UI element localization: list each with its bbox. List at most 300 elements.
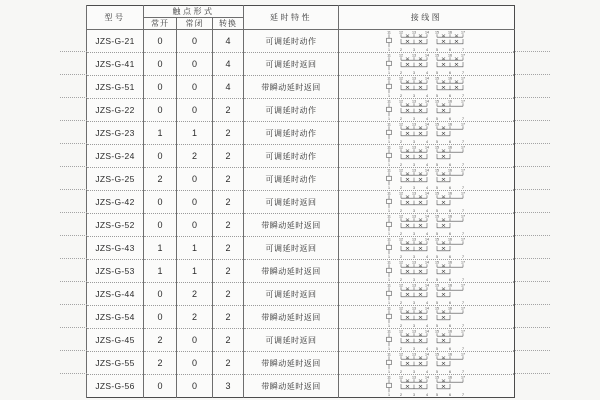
wiring-diagram-cell [339,53,515,76]
wiring-diagram-cell [339,191,515,214]
svg-text:14: 14 [425,237,430,242]
svg-text:14: 14 [425,76,430,81]
normally-open-count-cell: 0 [144,30,177,53]
wiring-diagram-cell [339,237,515,260]
table-row [87,329,515,352]
svg-text:11: 11 [387,168,391,173]
svg-text:17: 17 [461,30,466,35]
svg-text:5: 5 [436,116,439,121]
svg-text:17: 17 [461,168,466,173]
wiring-diagram [381,145,476,167]
table-row [87,352,515,375]
table-row [87,260,515,283]
delay-characteristic-cell: 带瞬动延时返回 [244,214,339,237]
delay-characteristic-cell: 可调延时动作 [244,168,339,191]
svg-text:7: 7 [462,346,465,351]
svg-text:5: 5 [436,300,439,305]
svg-text:5: 5 [436,369,439,374]
svg-text:5: 5 [436,185,439,190]
delay-characteristic-cell: 可调延时返回 [244,283,339,306]
model-cell: JZS-G-23 [87,122,144,145]
model-cell: JZS-G-43 [87,237,144,260]
normally-open-count-cell: 0 [144,53,177,76]
svg-text:1: 1 [388,300,391,305]
table-row [87,237,515,260]
header-contact-form: 触点形式 [144,6,244,18]
svg-text:6: 6 [449,47,452,52]
dotted-row-separator [60,235,87,236]
model-cell: JZS-G-22 [87,99,144,122]
svg-text:1: 1 [388,323,391,328]
svg-text:3: 3 [413,208,416,213]
model-cell: JZS-G-45 [87,329,144,352]
svg-text:14: 14 [425,329,430,334]
wiring-diagram-cell [339,329,515,352]
svg-text:13: 13 [412,145,417,150]
wiring-diagram [381,375,476,397]
wiring-diagram [381,191,476,213]
svg-text:16: 16 [448,352,453,357]
svg-text:15: 15 [435,260,440,265]
delay-characteristic-cell: 可调延时动作 [244,30,339,53]
svg-text:3: 3 [413,369,416,374]
dotted-row-separator [60,74,87,75]
normally-closed-count-cell: 1 [177,237,213,260]
wiring-diagram [381,237,476,259]
table-row [87,122,515,145]
svg-text:5: 5 [436,47,439,52]
svg-text:6: 6 [449,231,452,236]
svg-text:2: 2 [400,254,403,259]
svg-text:15: 15 [435,375,440,380]
svg-text:17: 17 [461,352,466,357]
svg-text:7: 7 [462,162,465,167]
svg-text:14: 14 [425,122,430,127]
svg-text:1: 1 [388,116,391,121]
svg-text:11: 11 [387,283,391,288]
svg-text:14: 14 [425,375,430,380]
svg-text:11: 11 [387,214,391,219]
model-cell: JZS-G-44 [87,283,144,306]
svg-text:12: 12 [399,145,404,150]
normally-closed-count-cell: 0 [177,214,213,237]
normally-open-count-cell: 1 [144,122,177,145]
wiring-diagram-cell [339,283,515,306]
svg-text:13: 13 [412,306,417,311]
svg-text:16: 16 [448,329,453,334]
svg-text:14: 14 [425,145,430,150]
svg-text:11: 11 [387,352,391,357]
svg-text:5: 5 [436,162,439,167]
relay-spec-table [86,5,515,398]
svg-text:6: 6 [449,323,452,328]
table-row [87,53,515,76]
dotted-row-separator [60,258,87,259]
normally-closed-count-cell: 2 [177,145,213,168]
svg-text:5: 5 [436,231,439,236]
wiring-diagram [381,53,476,75]
normally-open-count-cell: 2 [144,168,177,191]
svg-text:13: 13 [412,375,417,380]
normally-closed-count-cell: 0 [177,329,213,352]
svg-text:15: 15 [435,168,440,173]
svg-text:14: 14 [425,168,430,173]
svg-text:15: 15 [435,329,440,334]
svg-text:17: 17 [461,214,466,219]
dotted-row-separator [513,51,550,52]
normally-open-count-cell: 2 [144,329,177,352]
svg-text:15: 15 [435,306,440,311]
svg-text:1: 1 [388,93,391,98]
normally-open-count-cell: 0 [144,283,177,306]
svg-text:6: 6 [449,277,452,282]
svg-text:12: 12 [399,260,404,265]
svg-text:13: 13 [412,283,417,288]
table-header [87,6,515,30]
svg-text:11: 11 [387,375,391,380]
table-body [87,30,515,398]
changeover-count-cell: 2 [213,214,244,237]
svg-text:14: 14 [425,260,430,265]
table-row [87,145,515,168]
dotted-row-separator [513,74,550,75]
svg-text:13: 13 [412,214,417,219]
svg-text:17: 17 [461,145,466,150]
dotted-row-separator [60,304,87,305]
wiring-diagram [381,76,476,98]
svg-text:6: 6 [449,70,452,75]
wiring-diagram [381,30,476,52]
svg-text:11: 11 [387,122,391,127]
svg-text:15: 15 [435,191,440,196]
svg-text:2: 2 [400,392,403,397]
svg-text:4: 4 [426,162,429,167]
normally-closed-count-cell: 0 [177,30,213,53]
svg-text:2: 2 [400,277,403,282]
dotted-row-separator [60,373,87,374]
svg-text:11: 11 [387,260,391,265]
dotted-row-separator [60,120,87,121]
model-cell: JZS-G-24 [87,145,144,168]
svg-text:13: 13 [412,76,417,81]
svg-text:7: 7 [462,93,465,98]
svg-text:13: 13 [412,352,417,357]
dotted-row-separator [513,235,550,236]
svg-text:17: 17 [461,237,466,242]
svg-text:1: 1 [388,369,391,374]
dotted-row-separator [513,373,550,374]
svg-text:6: 6 [449,185,452,190]
delay-characteristic-cell: 带瞬动延时返回 [244,352,339,375]
normally-closed-count-cell: 1 [177,122,213,145]
svg-text:12: 12 [399,168,404,173]
svg-text:17: 17 [461,283,466,288]
normally-closed-count-cell: 0 [177,352,213,375]
svg-text:2: 2 [400,116,403,121]
changeover-count-cell: 2 [213,145,244,168]
changeover-count-cell: 4 [213,53,244,76]
normally-open-count-cell: 0 [144,375,177,398]
svg-text:3: 3 [413,254,416,259]
svg-text:1: 1 [388,208,391,213]
svg-text:4: 4 [426,369,429,374]
changeover-count-cell: 2 [213,352,244,375]
changeover-count-cell: 2 [213,329,244,352]
svg-text:3: 3 [413,300,416,305]
changeover-count-cell: 2 [213,191,244,214]
wiring-diagram-cell [339,352,515,375]
svg-text:3: 3 [413,70,416,75]
svg-text:5: 5 [436,346,439,351]
dotted-row-separator [60,166,87,167]
normally-open-count-cell: 0 [144,191,177,214]
svg-text:3: 3 [413,116,416,121]
wiring-diagram [381,214,476,236]
svg-text:7: 7 [462,277,465,282]
svg-text:3: 3 [413,139,416,144]
svg-text:4: 4 [426,208,429,213]
svg-text:11: 11 [387,306,391,311]
svg-text:4: 4 [426,254,429,259]
svg-text:1: 1 [388,139,391,144]
svg-text:1: 1 [388,185,391,190]
dotted-row-separator [60,97,87,98]
wiring-diagram [381,329,476,351]
svg-text:16: 16 [448,122,453,127]
normally-closed-count-cell: 0 [177,76,213,99]
svg-text:16: 16 [448,168,453,173]
svg-text:12: 12 [399,30,404,35]
delay-characteristic-cell: 可调延时返回 [244,191,339,214]
svg-text:14: 14 [425,352,430,357]
svg-text:3: 3 [413,47,416,52]
svg-text:13: 13 [412,30,417,35]
model-cell: JZS-G-52 [87,214,144,237]
normally-closed-count-cell: 0 [177,375,213,398]
delay-characteristic-cell: 可调延时动作 [244,145,339,168]
model-cell: JZS-G-54 [87,306,144,329]
svg-text:6: 6 [449,369,452,374]
svg-text:16: 16 [448,260,453,265]
svg-text:6: 6 [449,93,452,98]
delay-characteristic-cell: 带瞬动延时返回 [244,260,339,283]
svg-text:17: 17 [461,306,466,311]
svg-text:16: 16 [448,237,453,242]
changeover-count-cell: 2 [213,283,244,306]
dotted-row-separator [513,97,550,98]
svg-text:6: 6 [449,139,452,144]
svg-text:12: 12 [399,191,404,196]
svg-text:7: 7 [462,47,465,52]
svg-text:7: 7 [462,392,465,397]
svg-text:13: 13 [412,237,417,242]
dotted-row-separator [60,143,87,144]
svg-text:1: 1 [388,47,391,52]
svg-text:5: 5 [436,139,439,144]
dotted-row-separator [513,350,550,351]
dotted-row-separator [513,166,550,167]
model-cell: JZS-G-25 [87,168,144,191]
table-row [87,306,515,329]
svg-text:11: 11 [387,145,391,150]
normally-open-count-cell: 0 [144,306,177,329]
svg-text:15: 15 [435,53,440,58]
svg-text:15: 15 [435,214,440,219]
dotted-row-separator [60,350,87,351]
changeover-count-cell: 4 [213,76,244,99]
svg-text:7: 7 [462,300,465,305]
svg-text:11: 11 [387,329,391,334]
dotted-row-separator [513,120,550,121]
table-row [87,30,515,53]
svg-text:12: 12 [399,237,404,242]
svg-text:1: 1 [388,346,391,351]
svg-text:16: 16 [448,76,453,81]
dotted-row-separator [513,143,550,144]
svg-text:7: 7 [462,208,465,213]
svg-text:3: 3 [413,277,416,282]
dotted-row-separator [60,327,87,328]
svg-text:15: 15 [435,145,440,150]
svg-text:15: 15 [435,237,440,242]
normally-closed-count-cell: 2 [177,283,213,306]
svg-text:13: 13 [412,53,417,58]
svg-text:4: 4 [426,70,429,75]
svg-text:14: 14 [425,191,430,196]
delay-characteristic-cell: 带瞬动延时返回 [244,306,339,329]
svg-text:17: 17 [461,375,466,380]
delay-characteristic-cell: 可调延时动作 [244,99,339,122]
delay-characteristic-cell: 可调延时返回 [244,329,339,352]
svg-text:17: 17 [461,329,466,334]
svg-text:12: 12 [399,53,404,58]
svg-text:12: 12 [399,329,404,334]
svg-text:15: 15 [435,352,440,357]
dotted-row-separator [60,51,87,52]
header-normally-closed: 常闭 [177,18,213,30]
table-row [87,191,515,214]
normally-open-count-cell: 0 [144,145,177,168]
svg-text:14: 14 [425,99,430,104]
svg-text:2: 2 [400,369,403,374]
svg-text:2: 2 [400,231,403,236]
svg-text:5: 5 [436,277,439,282]
svg-text:2: 2 [400,208,403,213]
changeover-count-cell: 4 [213,30,244,53]
svg-text:13: 13 [412,191,417,196]
changeover-count-cell: 2 [213,306,244,329]
changeover-count-cell: 2 [213,260,244,283]
svg-text:12: 12 [399,283,404,288]
svg-text:1: 1 [388,162,391,167]
svg-text:6: 6 [449,254,452,259]
svg-text:4: 4 [426,139,429,144]
wiring-diagram-cell [339,145,515,168]
svg-text:6: 6 [449,208,452,213]
normally-open-count-cell: 0 [144,76,177,99]
wiring-diagram-cell [339,76,515,99]
normally-closed-count-cell: 0 [177,168,213,191]
svg-text:2: 2 [400,70,403,75]
table-row [87,375,515,398]
svg-text:2: 2 [400,139,403,144]
wiring-diagram-cell [339,168,515,191]
svg-text:7: 7 [462,323,465,328]
normally-open-count-cell: 1 [144,260,177,283]
svg-text:7: 7 [462,231,465,236]
svg-text:3: 3 [413,93,416,98]
model-cell: JZS-G-41 [87,53,144,76]
header-changeover: 转换 [213,18,244,30]
wiring-diagram [381,260,476,282]
svg-text:16: 16 [448,214,453,219]
svg-text:17: 17 [461,76,466,81]
dotted-row-separator [513,189,550,190]
model-cell: JZS-G-56 [87,375,144,398]
svg-text:16: 16 [448,30,453,35]
svg-text:6: 6 [449,392,452,397]
svg-text:6: 6 [449,116,452,121]
svg-text:12: 12 [399,99,404,104]
wiring-diagram-cell [339,306,515,329]
dotted-row-separator [60,281,87,282]
svg-text:13: 13 [412,329,417,334]
svg-text:4: 4 [426,323,429,328]
normally-closed-count-cell: 0 [177,53,213,76]
model-cell: JZS-G-51 [87,76,144,99]
svg-text:11: 11 [387,237,391,242]
normally-closed-count-cell: 0 [177,191,213,214]
svg-text:3: 3 [413,185,416,190]
svg-text:14: 14 [425,283,430,288]
svg-text:1: 1 [388,231,391,236]
svg-text:2: 2 [400,162,403,167]
svg-text:7: 7 [462,369,465,374]
svg-text:5: 5 [436,323,439,328]
delay-characteristic-cell: 可调延时动作 [244,122,339,145]
svg-text:17: 17 [461,99,466,104]
changeover-count-cell: 3 [213,375,244,398]
svg-text:7: 7 [462,70,465,75]
svg-text:15: 15 [435,283,440,288]
svg-text:16: 16 [448,99,453,104]
svg-text:5: 5 [436,93,439,98]
svg-text:17: 17 [461,191,466,196]
svg-text:1: 1 [388,70,391,75]
dotted-row-separator [513,212,550,213]
normally-open-count-cell: 1 [144,237,177,260]
svg-text:14: 14 [425,214,430,219]
header-delay: 延时特性 [244,6,339,30]
dotted-row-separator [513,327,550,328]
svg-text:13: 13 [412,168,417,173]
svg-text:1: 1 [388,277,391,282]
changeover-count-cell: 2 [213,237,244,260]
dotted-row-separator [513,281,550,282]
svg-text:2: 2 [400,300,403,305]
svg-text:16: 16 [448,53,453,58]
svg-text:4: 4 [426,346,429,351]
dotted-row-separator [513,304,550,305]
table-row [87,283,515,306]
wiring-diagram [381,283,476,305]
svg-text:2: 2 [400,47,403,52]
svg-text:15: 15 [435,99,440,104]
svg-text:11: 11 [387,30,391,35]
svg-text:7: 7 [462,116,465,121]
model-cell: JZS-G-21 [87,30,144,53]
model-cell: JZS-G-55 [87,352,144,375]
